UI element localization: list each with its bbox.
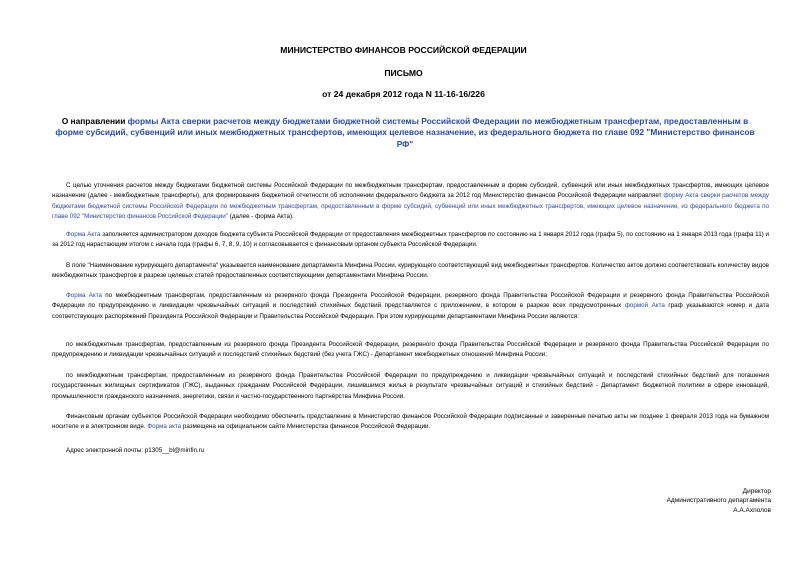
p4-form-link[interactable]: Форма Акта (66, 292, 103, 299)
paragraph-3: В поле "Наименование курирующего департамента" указывается наименование департамента Минфина России, курирующего соответствующий вид межбюджетных трансфертов. Количество актов должно соответствовать количеству видов межбюджетных трансфертов в разрезе целевых статей предоставленных соответствующими департаментами Минфина России. (52, 262, 769, 280)
document-date-number: от 24 декабря 2012 года N 11-16-16/226 (322, 89, 485, 99)
signature-title-2: Административного департамента (666, 497, 771, 504)
p1-text-start: С целью уточнения расчетов между бюджетами бюджетной системы Российской Федерации по межбюджетным трансфертам, предоставленным в форме субсидий, субвенций или иных межбюджетных трансфертов, имеющих целевое назначение (далее - межбюджетные трансферты), для формирования бюджетной отчетности об исполнении федерального бюджета за 2012 год Министерство финансов Российской Федерации направляет (52, 182, 769, 200)
paragraph-4 (52, 291, 769, 322)
p4-form-link-2[interactable]: формой Акта (624, 302, 665, 310)
p2-text: заполняется администратором доходов бюджета субъекта Российской Федерации от предоставления межбюджетных трансфертов по состоянию на 1 января 2012 года (графа 5), по состоянию на 1 января 2013 года (графа 11) и за 2012 год нарастающим итогом с начала года (графы 6, 7, 8, 9, 10) и согласовывается с финансовым органом субъекта Российской Федерации. (52, 231, 769, 249)
paragraph-5: по межбюджетным трансфертам, предоставленным из резервного фонда Президента Российской Федерации, резервного фонда Правительства Российской Федерации и резервного фонда Правительства Российской Федерации по предупреждению и ликвидации чрезвычайных ситуаций и последствий стихийных бедствий (без учета ГЖС) - Департамент межбюджетных отношений Минфина России; (52, 341, 769, 359)
subject-prefix: О направлении (61, 116, 128, 126)
p4-text-start: по межбюджетным трансфертам, предоставленным из резервного фонда Президента Российской Федерации, резервного фонда Правительства Российской Федерации и резервного фонда Правительства Российской Федерации по предупреждению и ликвидации чрезвычайных ситуаций и последствий стихийных бедствий представляется с приложением, в котором в разрезе всех предусмотренных (52, 292, 769, 310)
paragraph-2 (52, 230, 769, 251)
document-subject (52, 116, 758, 150)
p7-form-link[interactable]: Форма акта (147, 423, 182, 431)
p2-form-link[interactable]: Форма Акта (66, 231, 101, 238)
paragraph-7 (52, 412, 769, 433)
p1-form-link[interactable]: форму Акта сверки расчетов между бюджетами бюджетной системы Российской Федерации по межбюджетным трансфертам, предоставленным в форме субсидий, субвенций или иных межбюджетных трансфертов, имеющих целевое назначение, из федерального бюджета по главе 092 "Министерство финансов Российской Федерации" (52, 192, 769, 220)
p4-text-end: граф указываются номер и дата соответствующих распоряжений Президента Российской Федерации и Правительства Российской Федерации. При этом курирующими департаментами Минфина России являются: (52, 302, 769, 320)
paragraph-1 (52, 181, 769, 222)
paragraph-6: по межбюджетным трансфертам, предоставленным из резервного фонда Правительства Российской Федерации по предупреждению и ликвидации чрезвычайных ситуаций и последствий стихийных бедствий для погашения государственных жилищных сертификатов (ГЖС), выданных гражданам Российской Федерации, лишившимся жилья в результате чрезвычайных ситуаций и стихийных бедствий - Департамент бюджетной политики в сфере инноваций, промышленности гражданского назначения, энергетики, связи и частно-государственного партнёрства Минфина России. (52, 372, 769, 400)
p1-text-end: (далее - форма Акта). (228, 212, 294, 220)
document-type: ПИСЬМО (384, 68, 423, 78)
ministry-heading: МИНИСТЕРСТВО ФИНАНСОВ РОССИЙСКОЙ ФЕДЕРАЦИИ (280, 45, 527, 55)
subject-form-link[interactable]: формы Акта сверки расчетов между бюджетами бюджетной системы Российской Федерации по межбюджетным трансфертам, предоставленным в форме субсидий, субвенций или иных межбюджетных трансфертов, имеющих целевое назначение, из федерального бюджета по главе 092 "Министерство финансов РФ" (55, 116, 755, 149)
email-line: Адрес электронной почты: p1305__bl@minfin.ru (66, 447, 205, 454)
signature-name: А.А.Ахполов (733, 507, 771, 514)
p7-text-end: размещена на официальном сайте Министерства финансов Российской Федерации. (181, 423, 431, 431)
p7-text-start: Финансовым органам субъектов Российской Федерации необходимо обеспечить представление в Министерство финансов Российской Федерации подписанные и заверенные печатью акты не позднее 1 февраля 2013 года на бумажном носителе и в электронном виде. (52, 413, 769, 431)
signature-title-1: Директор (742, 488, 771, 495)
